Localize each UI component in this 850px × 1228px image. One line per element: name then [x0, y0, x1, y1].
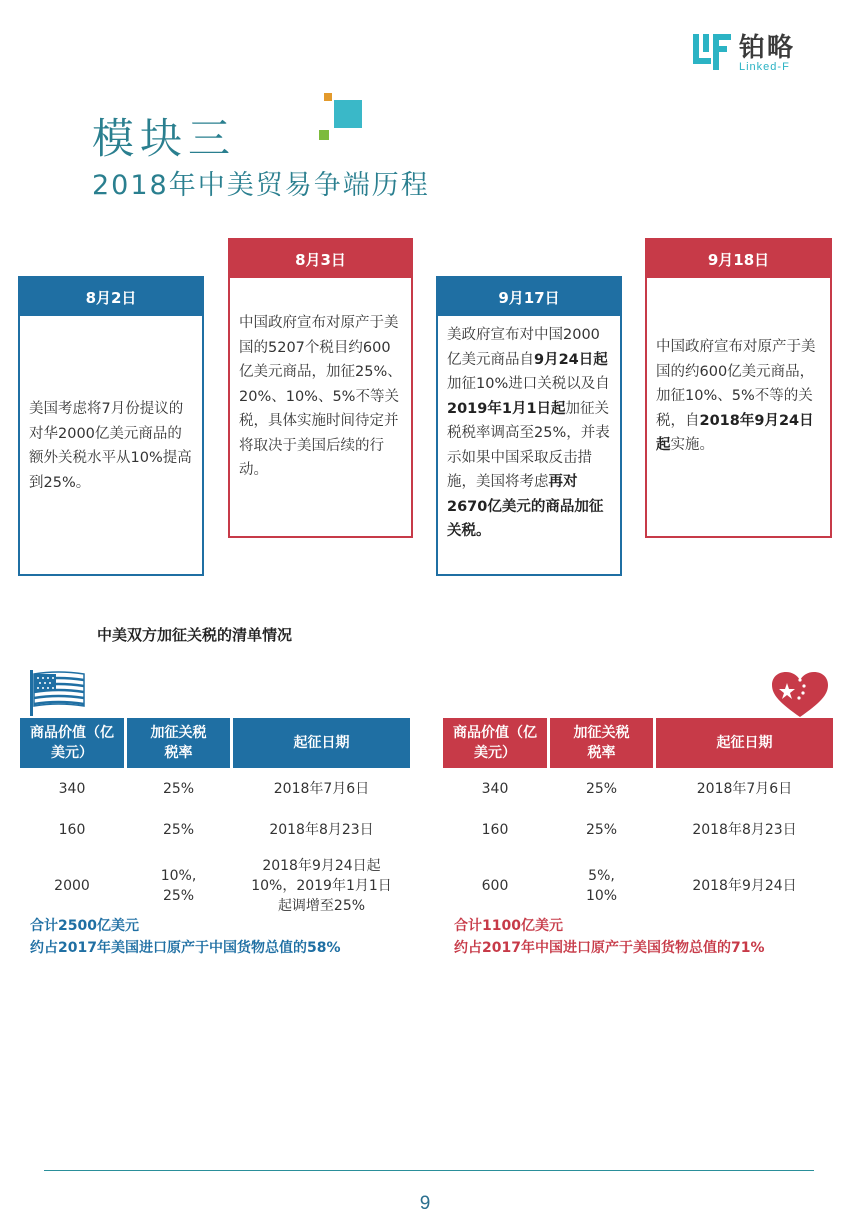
- logo-name: 铂略: [739, 33, 796, 63]
- cell-rate: 25%: [585, 822, 618, 838]
- cell-value: 2000: [54, 878, 90, 894]
- timeline-date: 8月2日: [20, 278, 202, 316]
- footer-divider: [44, 1170, 814, 1171]
- timeline-card-aug2: [18, 276, 204, 576]
- brand-logo: [693, 34, 813, 74]
- decor-square-green: [319, 130, 329, 140]
- page-number: 9: [419, 1193, 431, 1214]
- cell-date: 2018年9月24日起10%，2019年1月1日起调增至25%: [251, 858, 392, 914]
- table-row: [443, 770, 833, 808]
- cell-rate: 10%, 25%: [160, 868, 197, 904]
- decor-square-orange: [324, 93, 332, 101]
- timeline-text: 中国政府宣布对原产于美国的约600亿美元商品，加征10%、5%不等的关税，自2018年9月24日起实施。: [656, 339, 816, 453]
- timeline-card-sep17: [436, 276, 622, 576]
- cell-value: 600: [481, 878, 509, 894]
- table-row: [443, 808, 833, 852]
- cell-rate: 5%, 10%: [585, 868, 618, 904]
- header-goods-value: 商品价值（亿美元）: [20, 718, 124, 768]
- timeline-date: 9月18日: [647, 240, 830, 278]
- table-row: [20, 770, 410, 808]
- header-goods-value: 商品价值（亿美元）: [443, 718, 547, 768]
- module-title: 模块三: [92, 114, 237, 163]
- table-row: [443, 852, 833, 920]
- us-total-share: 约占2017年美国进口原产于中国货物总值的58%: [30, 940, 341, 956]
- timeline-date: 8月3日: [230, 240, 411, 278]
- china-tariff-table: [443, 718, 833, 920]
- china-total: [454, 915, 764, 959]
- timeline-text: 中国政府宣布对原产于美国的5207个税目约600亿美元商品，加征25%、20%、10%、5%不等关税，具体实施时间待定并将取决于美国后续的行动。: [239, 315, 402, 478]
- table-header-row: [20, 718, 410, 768]
- us-flag-icon: [28, 668, 88, 718]
- section-title: 中美双方加征关税的清单情况: [97, 626, 293, 644]
- cell-date: 2018年8月23日: [692, 822, 797, 838]
- header-tariff-rate: 加征关税税率: [127, 718, 230, 768]
- decor-square-teal: [334, 100, 362, 128]
- timeline-card-sep18: [645, 238, 832, 538]
- header-start-date: 起征日期: [656, 718, 833, 768]
- cell-value: 160: [58, 822, 86, 838]
- cell-rate: 25%: [162, 822, 195, 838]
- cell-date: 2018年8月23日: [269, 822, 374, 838]
- china-total-share: 约占2017年中国进口原产于美国货物总值的71%: [454, 940, 765, 956]
- logo-mark-icon: [693, 34, 733, 72]
- table-row: [20, 808, 410, 852]
- china-total-amount: 合计1100亿美元: [454, 918, 563, 934]
- table-header-row: [443, 718, 833, 768]
- timeline-card-aug3: [228, 238, 413, 538]
- table-row: [20, 852, 410, 920]
- timeline-text: 美国考虑将7月份提议的对华2000亿美元商品的额外关税水平从10%提高到25%。: [29, 401, 192, 491]
- module-subtitle: 2018年中美贸易争端历程: [92, 170, 430, 201]
- us-total: [30, 915, 340, 959]
- cell-value: 340: [481, 781, 509, 797]
- cell-value: 340: [58, 781, 86, 797]
- cell-date: 2018年7月6日: [273, 781, 370, 797]
- us-total-amount: 合计2500亿美元: [30, 918, 139, 934]
- timeline-text: 美政府宣布对中国2000亿美元商品自9月24日起加征10%进口关税以及自2019年1月1日起加征关税税率调高至25%，并表示如果中国采取反击措施，美国将考虑再对2670亿美元的商品加征关税。: [447, 327, 610, 539]
- timeline-date: 9月17日: [438, 278, 620, 316]
- header-tariff-rate: 加征关税税率: [550, 718, 653, 768]
- header-start-date: 起征日期: [233, 718, 410, 768]
- us-tariff-table: [20, 718, 410, 920]
- cell-rate: 25%: [585, 781, 618, 797]
- china-heart-flag-icon: [770, 671, 830, 721]
- cell-date: 2018年7月6日: [696, 781, 793, 797]
- cell-value: 160: [481, 822, 509, 838]
- logo-subtitle: Linked-F: [739, 61, 790, 73]
- cell-rate: 25%: [162, 781, 195, 797]
- cell-date: 2018年9月24日: [692, 878, 797, 894]
